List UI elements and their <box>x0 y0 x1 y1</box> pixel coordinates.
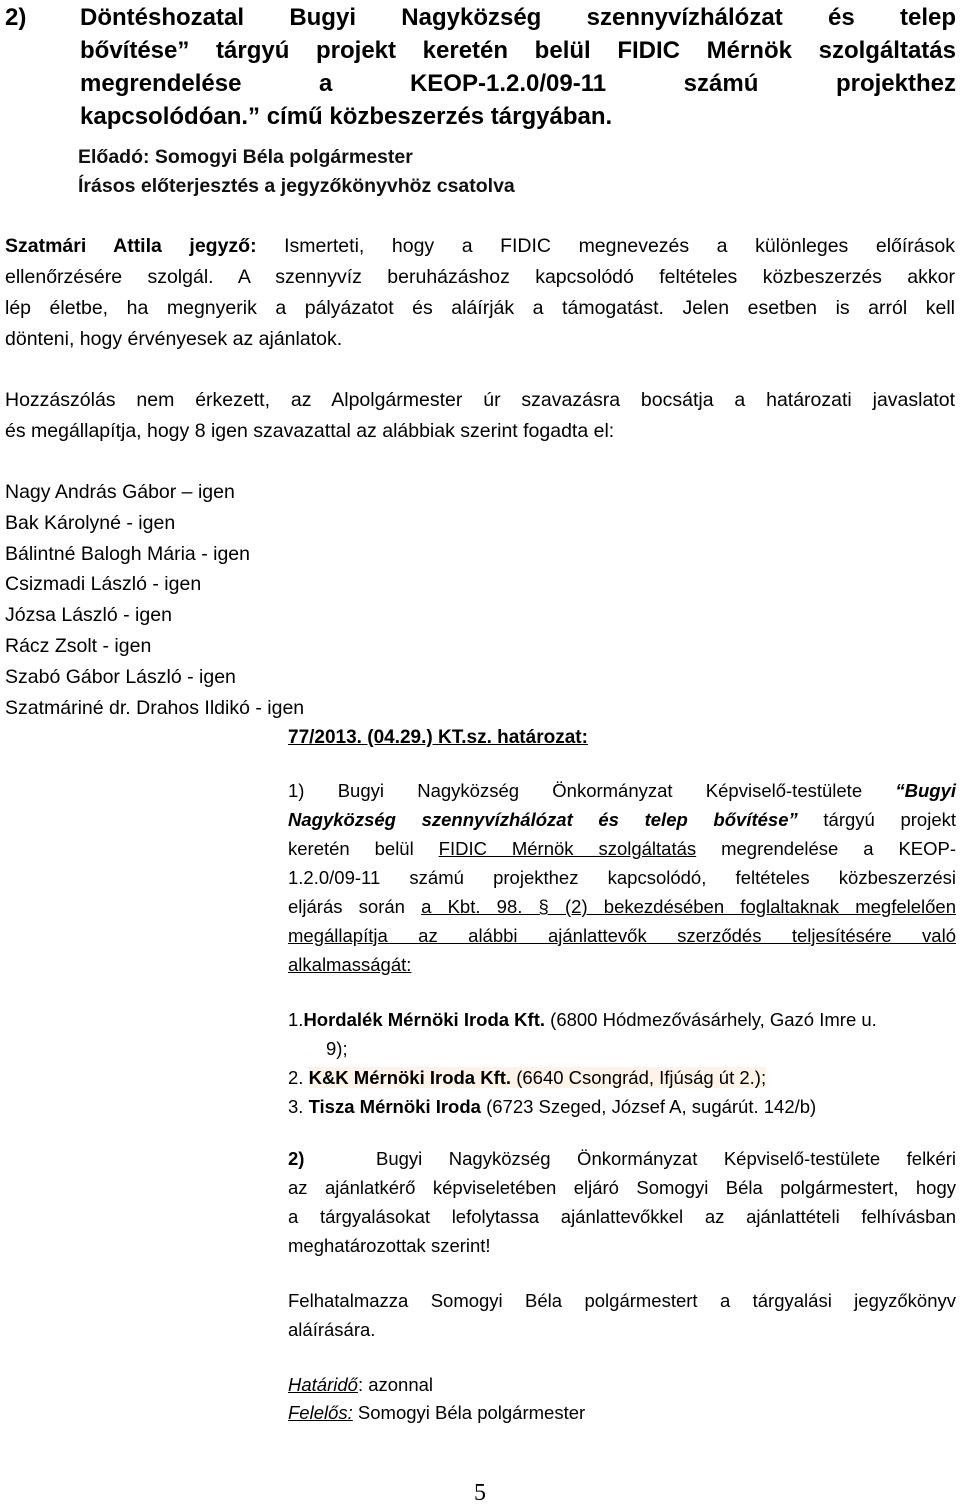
list-item: Szabó Gábor László - igen <box>5 665 236 688</box>
heading-line-1: 2) Döntéshozatal Bugyi Nagyközség szennyvízhálózat és telep <box>80 0 956 35</box>
heading-line-3: megrendelése a KEOP-1.2.0/09-11 számú projekthez <box>80 70 956 97</box>
bidder-3: 3. Tisza Mérnöki Iroda (6723 Szeged, József A, sugárút. 142/b) <box>288 1096 817 1117</box>
resolution-point-2: 2) Bugyi Nagyközség Önkormányzat Képviselő-testülete felkéri az ajánlatkérő képviseletében eljáró Somogyi Béla polgármestert, hogy a tárgyalásokat lefolytassa ajánlattevőkkel az ajánlattételi felhívásban meghatározottak szerint! <box>288 1148 956 1256</box>
list-item: Józsa László - igen <box>5 604 172 627</box>
list-item: Rácz Zsolt - igen <box>5 634 152 657</box>
heading-line-2: bővítése” tárgyú projekt keretén belül FIDIC Mérnök szolgáltatás <box>80 37 956 64</box>
page-number: 5 <box>474 1480 486 1506</box>
list-item: Bálintné Balogh Mária - igen <box>5 542 250 565</box>
responsible-line <box>288 1398 956 1427</box>
resolution-title: 77/2013. (04.29.) KT.sz. határozat: <box>288 727 588 748</box>
vote-intro: Hozzászólás nem érkezett, az Alpolgármester úr szavazásra bocsátja a határozati javaslatot és megállapítja, hogy 8 igen szavazattal az alábbiak szerint fogadta el: <box>5 389 955 442</box>
notary-paragraph: Szatmári Attila jegyző: Ismerteti, hogy a FIDIC megnevezés a különleges előírások ellenőrzésére szolgál. A szennyvíz beruházáshoz kapcsolódó feltételes közbeszerzés akkor lép életbe, ha megnyerik a pályázatot és aláírják a támogatást. Jelen esetben is arról kell dönteni, hogy érvényesek az ajánlatok. <box>5 235 955 350</box>
deadline-line <box>288 1370 956 1399</box>
responsible-label: Felelős: <box>288 1402 353 1423</box>
resolution-point-1: 1) Bugyi Nagyközség Önkormányzat Képviselő-testülete “Bugyi Nagyközség szennyvízhálózat és telep bővítése” tárgyú projekt keretén belül FIDIC Mérnök szolgáltatás megrendelése a KEOP- 1.2.0/09-11 számú projekthez kapcsolódó, feltételes közbeszerzési eljárás során a Kbt. 98. § (2) bekezdésében foglaltaknak megfelelően megállapítja az alábbi ajánlattevők szerződés teljesítésére való alkalmasságát: <box>288 780 957 975</box>
bidder-list: 1.Hordalék Mérnöki Iroda Kft. (6800 Hódmezővásárhely, Gazó Imre u. 9); 2. K&K Mérnöki Iroda Kft. (6640 Csongrád, Ifjúság út 2.); 3. Tisza Mérnöki Iroda (6723 Szeged, József A, sugárút. 142/b) <box>288 1005 956 1121</box>
list-item: Csizmadi László - igen <box>5 573 202 596</box>
vote-list <box>5 477 304 723</box>
list-item: Bak Károlyné - igen <box>5 511 176 534</box>
list-item: Szatmáriné dr. Drahos Ildikó - igen <box>5 696 305 719</box>
bidder-2: 2. K&K Mérnöki Iroda Kft. (6640 Csongrád, Ifjúság út 2.); <box>288 1067 767 1088</box>
authorization-paragraph: Felhatalmazza Somogyi Béla polgármestert a tárgyalási jegyzőkönyv aláírására. <box>288 1290 956 1340</box>
presenter: Előadó: Somogyi Béla polgármester <box>78 146 413 168</box>
bidder-1: 1.Hordalék Mérnöki Iroda Kft. (6800 Hódmezővásárhely, Gazó Imre u. <box>288 1009 877 1030</box>
heading-number: 2) <box>5 4 27 31</box>
deadline-label: Határidő <box>288 1374 358 1395</box>
deadline-value: : azonnal <box>357 1374 434 1395</box>
heading-line-4: kapcsolódóan.” című közbeszerzés tárgyában. <box>80 103 613 130</box>
attachment-note: Írásos előterjesztés a jegyzőkönyvhöz csatolva <box>78 175 515 197</box>
responsible-value: Somogyi Béla polgármester <box>352 1402 586 1423</box>
notary-speaker: Szatmári Attila jegyző: <box>5 235 257 257</box>
list-item: Nagy András Gábor – igen <box>5 481 235 503</box>
